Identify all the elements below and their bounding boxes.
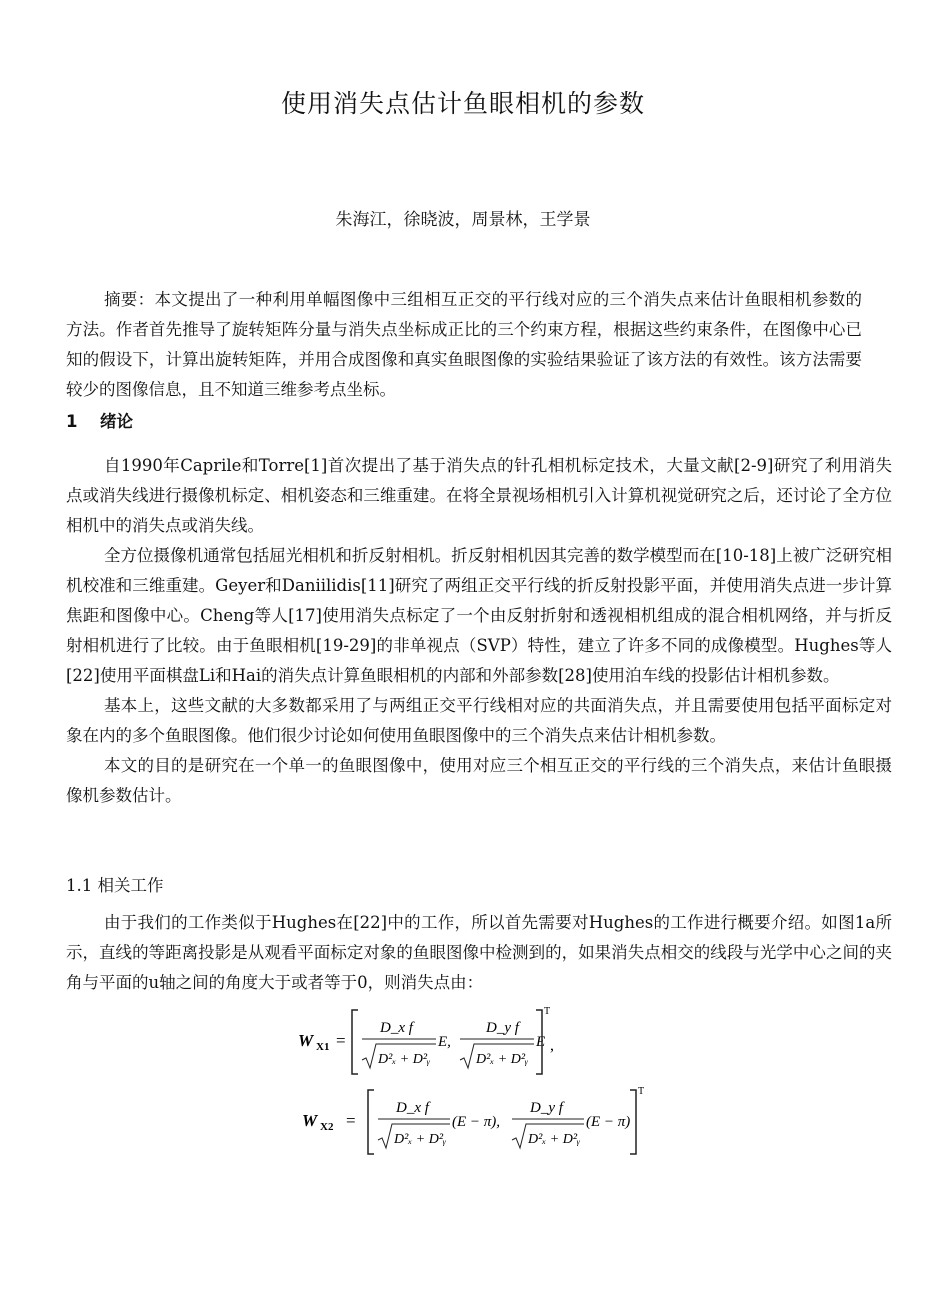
svg-text:=: = bbox=[336, 1031, 346, 1050]
abstract-text: 摘要：本文提出了一种利用单幅图像中三组相互正交的平行线对应的三个消失点来估计鱼眼相机参数的方法。作者首先推导了旋转矩阵分量与消失点坐标成正比的三个约束方程，根据这些约束条件，在图像中心已知的假设下，计算出旋转矩阵，并用合成图像和真实鱼眼图像的实验结果验证了该方法的有效性。该方法需要较少的图像信息，且不知道三维参考点坐标。 bbox=[66, 290, 862, 399]
paragraph: 由于我们的工作类似于Hughes在[22]中的工作，所以首先需要对Hughes的工作进行概要介绍。如图1a所示，直线的等距离投影是从观看平面标定对象的鱼眼图像中检测到的，如果消失点相交的线段与光学中心之间的夹角与平面的u轴之间的角度大于或者等于0，则消失点由： bbox=[66, 913, 892, 992]
author-list: 朱海江，徐晓波，周景林，王学景 bbox=[335, 210, 591, 230]
eq-numerator: D_y f bbox=[486, 1020, 519, 1036]
eq-term: E, bbox=[438, 1034, 451, 1050]
equation-wx1-graphic bbox=[296, 1006, 586, 1078]
subsection-number: 1.1 bbox=[66, 876, 93, 895]
svg-text:D²ₓ + D²ᵧ: D²ₓ + D²ᵧ bbox=[476, 1052, 529, 1067]
eq-subscript: X1 bbox=[316, 1041, 330, 1053]
subsection-title: 相关工作 bbox=[97, 876, 164, 895]
svg-text:=: = bbox=[346, 1111, 356, 1130]
eq-numerator: D_x f bbox=[396, 1100, 429, 1116]
equation-wx1 bbox=[296, 1006, 586, 1083]
subsection-heading-1-1 bbox=[66, 872, 164, 896]
svg-text:D²ₓ + D²ᵧ: D²ₓ + D²ᵧ bbox=[528, 1132, 581, 1147]
paragraph: 自1990年Caprile和Torre[1]首次提出了基于消失点的针孔相机标定技术，大量文献[2-9]研究了利用消失点或消失线进行摄像机标定、相机姿态和三维重建。在将全景视场相机引入计算机视觉研究之后，还讨论了全方位相机中的消失点或消失线。 bbox=[66, 456, 892, 535]
eq-transpose: T bbox=[544, 1006, 551, 1017]
abstract bbox=[66, 285, 862, 405]
related-work bbox=[66, 908, 892, 998]
eq-lhs: W bbox=[298, 1031, 314, 1050]
section-title: 绪论 bbox=[100, 412, 133, 431]
equation-wx2-graphic bbox=[300, 1086, 660, 1158]
section-number: 1 bbox=[66, 412, 78, 431]
eq-term: (E − π) bbox=[586, 1114, 631, 1130]
svg-text:D²ₓ + D²ᵧ: D²ₓ + D²ᵧ bbox=[378, 1052, 431, 1067]
equation-wx2 bbox=[300, 1086, 660, 1163]
eq-subscript: X2 bbox=[320, 1121, 334, 1133]
introduction bbox=[66, 451, 892, 811]
eq-numerator: D_x f bbox=[380, 1020, 413, 1036]
paragraph: 本文的目的是研究在一个单一的鱼眼图像中，使用对应三个相互正交的平行线的三个消失点，来估计鱼眼摄像机参数估计。 bbox=[66, 756, 892, 805]
eq-term: E bbox=[536, 1034, 546, 1050]
eq-term: (E − π), bbox=[452, 1114, 501, 1130]
paper-title: 使用消失点估计鱼眼相机的参数 bbox=[280, 89, 645, 118]
section-heading-1 bbox=[66, 408, 133, 432]
eq-numerator: D_y f bbox=[530, 1100, 563, 1116]
eq-lhs: W bbox=[302, 1111, 318, 1130]
paragraph: 基本上，这些文献的大多数都采用了与两组正交平行线相对应的共面消失点，并且需要使用包括平面标定对象在内的多个鱼眼图像。他们很少讨论如何使用鱼眼图像中的三个消失点来估计相机参数。 bbox=[66, 696, 892, 745]
eq-transpose: T bbox=[638, 1086, 645, 1097]
svg-text:D²ₓ + D²ᵧ: D²ₓ + D²ᵧ bbox=[394, 1132, 447, 1147]
eq-trailing: , bbox=[550, 1037, 554, 1054]
paragraph: 全方位摄像机通常包括屈光相机和折反射相机。折反射相机因其完善的数学模型而在[10-18]上被广泛研究相机校准和三维重建。Geyer和Daniilidis[11]研究了两组正交平行线的折反射投影平面，并使用消失点进一步计算焦距和图像中心。Cheng等人[17]使用消失点标定了一个由反射折射和透视相机组成的混合相机网络，并与折反射相机进行了比较。由于鱼眼相机[19-29]的非单视点（SVP）特性，建立了许多不同的成像模型。Hughes等人[22]使用平面棋盘Li和Hai的消失点计算鱼眼相机的内部和外部参数[28]使用泊车线的投影估计相机参数。 bbox=[66, 546, 892, 685]
